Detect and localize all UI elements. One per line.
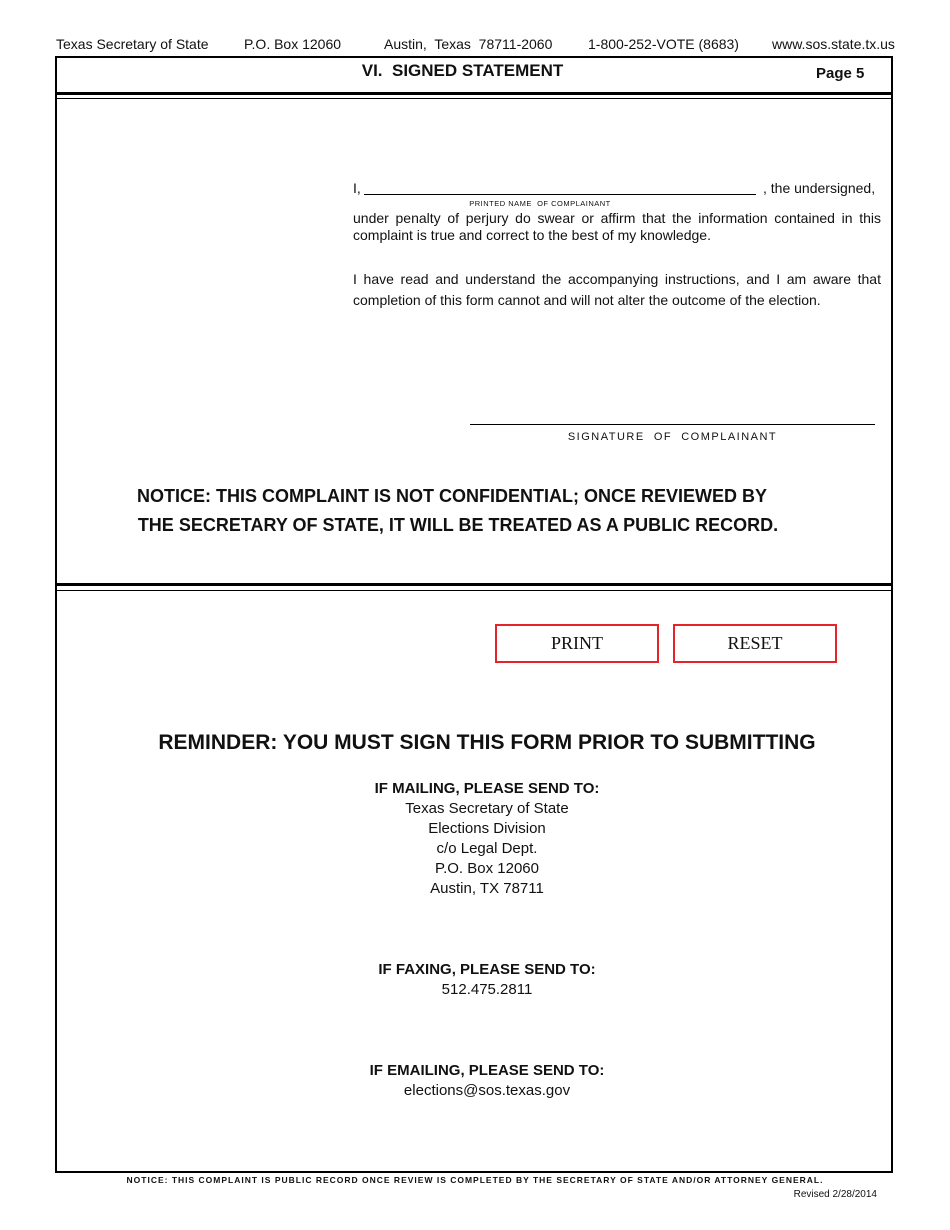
page-number: Page 5: [816, 65, 865, 82]
mailing-line: Austin, TX 78711: [430, 880, 544, 897]
reset-button[interactable]: RESET: [673, 624, 837, 663]
header-pobox: P.O. Box 12060: [244, 36, 342, 52]
printed-name-caption: PRINTED NAME OF COMPLAINANT: [469, 199, 611, 208]
acknowledgement-text: I have read and understand the accompanying instructions, and I am aware that completion of this form cannot and will not alter the outcome of the election.: [353, 271, 881, 308]
faxing-heading: IF FAXING, PLEASE SEND TO:: [378, 961, 596, 978]
statement-suffix: , the undersigned,: [763, 180, 876, 196]
fax-number: 512.475.2811: [441, 981, 533, 998]
footer-notice: NOTICE: THIS COMPLAINT IS PUBLIC RECORD ONCE REVIEW IS COMPLETED BY THE SECRETARY OF STATE AND/OR ATTORNEY GENERAL.: [126, 1175, 824, 1185]
mailing-line: Elections Division: [428, 820, 546, 837]
emailing-heading: IF EMAILING, PLEASE SEND TO:: [369, 1062, 605, 1079]
mailing-line: P.O. Box 12060: [435, 860, 539, 877]
header-city: Austin, Texas 78711-2060: [384, 36, 553, 52]
mid-rule-thin: [55, 590, 893, 591]
header-phone: 1-800-252-VOTE (8683): [588, 36, 739, 52]
statement-prefix: I,: [353, 180, 361, 196]
notice-line-2: THE SECRETARY OF STATE, IT WILL BE TREATED AS A PUBLIC RECORD.: [137, 515, 779, 535]
section-title: VI. SIGNED STATEMENT: [361, 61, 564, 80]
print-button[interactable]: PRINT: [495, 624, 659, 663]
printed-name-field[interactable]: [364, 194, 756, 195]
mailing-heading: IF MAILING, PLEASE SEND TO:: [374, 780, 600, 797]
signature-caption: SIGNATURE OF COMPLAINANT: [567, 431, 778, 443]
mailing-line: c/o Legal Dept.: [436, 840, 538, 857]
title-rule-thick: [55, 92, 893, 95]
mid-rule-thick: [55, 583, 893, 586]
frame-top-rule: [55, 56, 893, 58]
mailing-line: Texas Secretary of State: [405, 800, 569, 817]
email-address: elections@sos.texas.gov: [403, 1082, 571, 1099]
oath-text: under penalty of perjury do swear or affirm that the information contained in this complaint is true and correct to the best of my knowledge.: [353, 210, 881, 243]
header-website: www.sos.state.tx.us: [772, 36, 895, 52]
revised-date: Revised 2/28/2014: [793, 1189, 877, 1200]
signature-field[interactable]: [470, 424, 875, 425]
notice-line-1: NOTICE: THIS COMPLAINT IS NOT CONFIDENTIAL; ONCE REVIEWED BY: [137, 486, 767, 506]
header-org: Texas Secretary of State: [56, 36, 209, 52]
title-rule-thin: [55, 98, 893, 99]
reminder-text: REMINDER: YOU MUST SIGN THIS FORM PRIOR TO SUBMITTING: [158, 731, 816, 754]
